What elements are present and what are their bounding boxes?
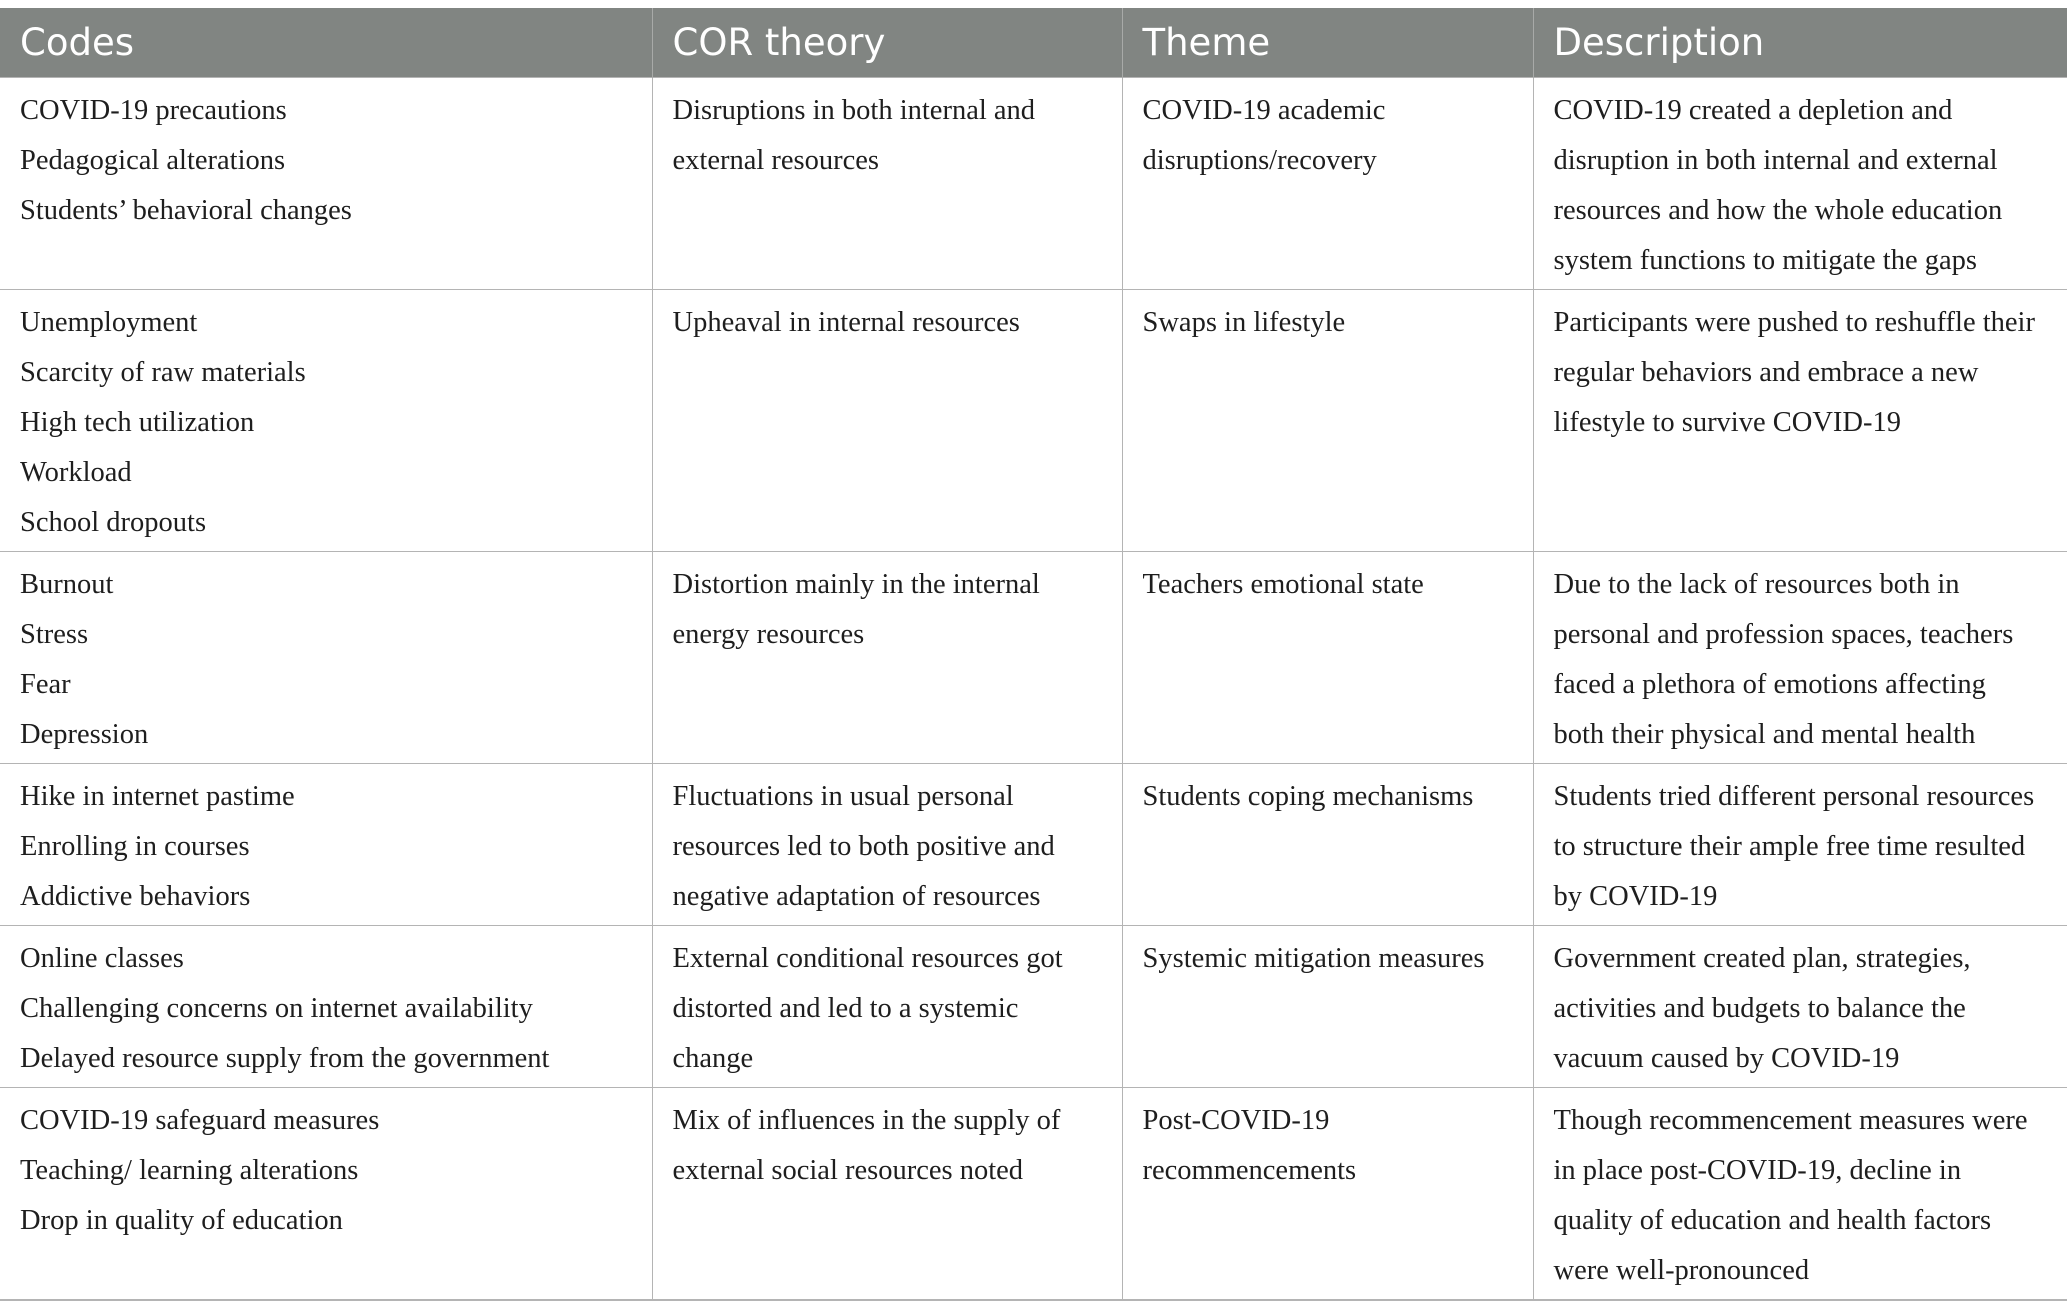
cell-line: Burnout [20,568,114,600]
cell-line: Teachers emotional state [1142,568,1424,600]
cell-codes [0,1087,652,1300]
cell-line: resources led to both positive and [672,830,1055,862]
header-codes: Codes [0,8,652,77]
cell-description [1533,763,2067,925]
cell-line: Systemic mitigation measures [1142,942,1485,974]
cell-codes [0,77,652,289]
cell-line: change [672,1042,754,1074]
cell-line: COVID-19 academic [1142,94,1386,126]
cell-line: Teaching/ learning alterations [20,1154,359,1186]
cell-line: resources and how the whole education [1553,194,2003,226]
cell-line: personal and profession spaces, teachers [1553,618,2014,650]
cell-line: external resources [672,144,880,176]
cell-line: system functions to mitigate the gaps [1553,244,1977,276]
cell-cor-theory [652,77,1122,289]
cell-description [1533,551,2067,763]
cell-line: disruption in both internal and external [1553,144,1998,176]
cell-line: Drop in quality of education [20,1204,343,1236]
header-theme: Theme [1122,8,1533,77]
cell-description [1533,77,2067,289]
cell-cor-theory [652,289,1122,551]
cell-line: faced a plethora of emotions affecting [1553,668,1986,700]
cell-line: in place post-COVID-19, decline in [1553,1154,1962,1186]
cell-line: to structure their ample free time resulted [1553,830,2026,862]
cell-line: disruptions/recovery [1142,144,1377,176]
header-cor-theory: COR theory [652,8,1122,77]
cell-line: Students coping mechanisms [1142,780,1474,812]
cell-theme [1122,763,1533,925]
cell-cor-theory [652,1087,1122,1300]
cell-line: Depression [20,718,149,750]
cell-line: High tech utilization [20,406,255,438]
cell-line: Disruptions in both internal and [672,94,1036,126]
header-row [0,8,2067,77]
cell-line: Challenging concerns on internet availability [20,992,533,1024]
cell-line: Distortion mainly in the internal [672,568,1040,600]
cell-line: distorted and led to a systemic [672,992,1019,1024]
cell-line: Students tried different personal resources [1553,780,2035,812]
cell-line: Government created plan, strategies, [1553,942,1971,974]
cell-line: energy resources [672,618,865,650]
cell-line: activities and budgets to balance the [1553,992,1966,1024]
cell-line: Fear [20,668,71,700]
cell-line: Unemployment [20,306,198,338]
cell-theme [1122,77,1533,289]
cell-cor-theory [652,763,1122,925]
cell-line: Online classes [20,942,184,974]
cell-theme [1122,1087,1533,1300]
cell-line: Scarcity of raw materials [20,356,306,388]
table-row [0,763,2067,925]
cell-line: School dropouts [20,506,207,538]
cell-line: by COVID-19 [1553,880,1718,912]
cell-line: regular behaviors and embrace a new [1553,356,1979,388]
cell-line: were well-pronounced [1553,1254,1810,1286]
cell-line: COVID-19 safeguard measures [20,1104,380,1136]
cell-line: Post-COVID-19 [1142,1104,1330,1136]
cell-line: Hike in internet pastime [20,780,295,812]
cell-line: Enrolling in courses [20,830,250,862]
cell-line: Delayed resource supply from the government [20,1042,550,1074]
cell-line: recommencements [1142,1154,1357,1186]
table-row [0,289,2067,551]
cell-line: Addictive behaviors [20,880,251,912]
header-description: Description [1533,8,2067,77]
cell-line: Stress [20,618,89,650]
cell-line: Fluctuations in usual personal [672,780,1014,812]
themes-table [0,8,2067,1301]
cell-line: Participants were pushed to reshuffle their [1553,306,2035,338]
cell-line: external social resources noted [672,1154,1024,1186]
cell-line: COVID-19 precautions [20,94,287,126]
cell-line: Mix of influences in the supply of [672,1104,1061,1136]
cell-line: Though recommencement measures were [1553,1104,2028,1136]
cell-description [1533,925,2067,1087]
table-row [0,1087,2067,1300]
cell-description [1533,289,2067,551]
table-row [0,551,2067,763]
cell-line: both their physical and mental health [1553,718,1976,750]
cell-line: Due to the lack of resources both in [1553,568,1960,600]
cell-cor-theory [652,551,1122,763]
cell-line: quality of education and health factors [1553,1204,1992,1236]
cell-codes [0,551,652,763]
cell-codes [0,925,652,1087]
cell-theme [1122,925,1533,1087]
cell-line: Pedagogical alterations [20,144,286,176]
table-row [0,925,2067,1087]
cell-line: Students’ behavioral changes [20,194,352,226]
cell-line: lifestyle to survive COVID-19 [1553,406,1901,438]
table-row [0,77,2067,289]
cell-codes [0,289,652,551]
cell-line: Workload [20,456,132,488]
cell-line: Upheaval in internal resources [672,306,1020,338]
cell-line: External conditional resources got [672,942,1063,974]
cell-line: Swaps in lifestyle [1142,306,1346,338]
table-body [0,77,2067,1300]
cell-line: COVID-19 created a depletion and [1553,94,1953,126]
cell-line: vacuum caused by COVID-19 [1553,1042,1900,1074]
cell-cor-theory [652,925,1122,1087]
cell-theme [1122,289,1533,551]
table-container [0,8,2067,1301]
cell-theme [1122,551,1533,763]
cell-codes [0,763,652,925]
cell-description [1533,1087,2067,1300]
cell-line: negative adaptation of resources [672,880,1041,912]
